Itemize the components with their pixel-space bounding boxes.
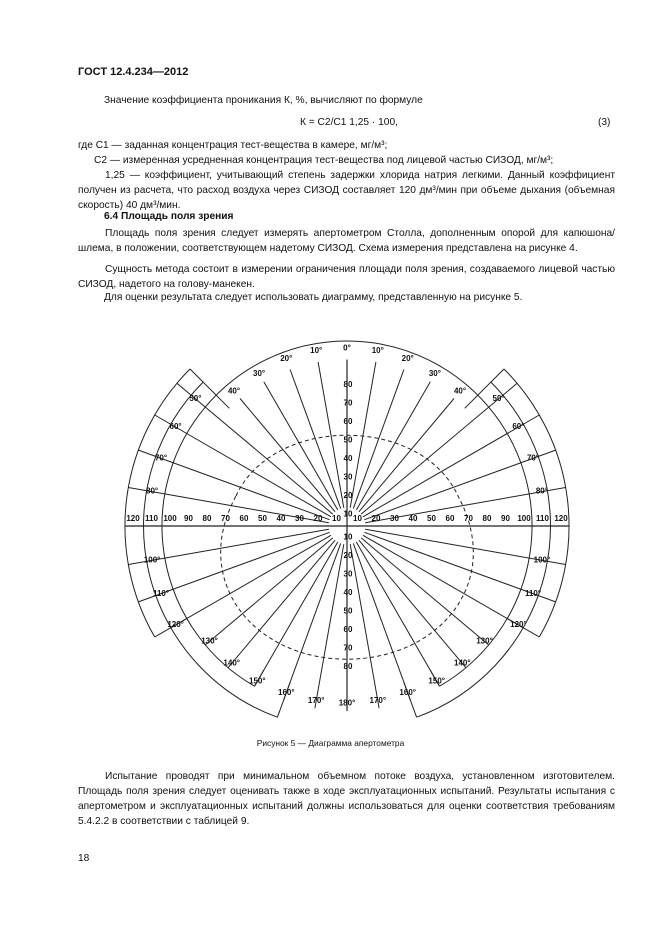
angle-label-right: 20° (401, 354, 414, 364)
figure-caption: Рисунок 5 — Диаграмма апертометра (256, 738, 405, 748)
angle-label-right: 100° (533, 555, 551, 565)
angle-label-right: 70° (526, 453, 540, 463)
angle-label-right: 130° (476, 636, 493, 646)
section-title: 6.4 Площадь поля зрения (104, 211, 234, 222)
where-line-c1: где С1 — заданная концентрация тест-вещества в камере, мг/м³; (78, 140, 388, 151)
radial-label-top: 70 (343, 398, 353, 408)
angle-label-right: 110° (524, 588, 542, 598)
radial-label-right: 120 (554, 514, 568, 524)
grid-spoke (315, 544, 344, 708)
radial-label-left: 80 (202, 514, 212, 524)
angle-label-left: 100° (143, 555, 161, 565)
radial-label-top: 80 (343, 380, 353, 390)
grid-spoke (264, 382, 338, 510)
angle-label-left: 20° (280, 354, 293, 364)
document-header: ГОСТ 12.4.234—2012 (78, 66, 189, 78)
grid-spoke (356, 382, 430, 510)
grid-spoke (350, 362, 376, 508)
radial-label-right: 50 (427, 514, 436, 524)
radial-label-bottom: 70 (343, 643, 353, 653)
formula: К = С2/С1 1,25 · 100, (300, 117, 398, 128)
radial-label-right: 80 (482, 514, 492, 524)
angle-label-left: 120° (167, 620, 184, 630)
radial-label-bottom: 50 (343, 606, 353, 616)
radial-label-left: 90 (184, 514, 193, 524)
radial-label-top: 10 (343, 509, 353, 519)
radial-label-right: 40 (408, 514, 418, 524)
bottom-paragraph: Испытание проводят при минимальном объемном потоке воздуха, установленном изготовителем. Площадь поля зрения следует оценивать также в ходе эксплуатационных испытаний. Результаты испытания с апертометром и эксплуатационных испытаний должны использоваться для оценки соответствия требованиям 5.4.2.2 в соответствии с таблицей 9. (78, 771, 615, 827)
angle-label-right: 150° (428, 676, 445, 686)
radial-label-left: 60 (239, 514, 249, 524)
radial-label-left: 10 (332, 514, 341, 524)
angle-label-right: 40° (453, 386, 467, 396)
angle-label-left: 110° (152, 588, 170, 598)
angle-label-right: 0° (343, 343, 351, 353)
radial-label-left: 40 (276, 514, 286, 524)
angle-label-left: 130° (201, 636, 218, 646)
radial-label-right: 100 (517, 514, 531, 524)
radial-label-right: 110 (536, 514, 549, 524)
radial-label-top: 50 (343, 435, 353, 445)
radial-label-bottom: 40 (343, 588, 353, 598)
radial-label-top: 20 (343, 491, 353, 501)
radial-label-left: 50 (258, 514, 267, 524)
radial-label-bottom: 10 (343, 532, 353, 542)
grid-spoke (318, 362, 344, 508)
angle-label-left: 140° (223, 658, 240, 668)
radial-label-right: 10 (353, 514, 362, 524)
radial-label-top: 40 (343, 454, 353, 464)
angle-label-right: 160° (399, 688, 416, 698)
angle-label-left: 150° (249, 676, 266, 686)
angle-label-left: 70° (154, 453, 168, 463)
angle-label-right: 60° (512, 422, 525, 432)
grid-spoke (350, 544, 379, 708)
radial-label-left: 120 (126, 514, 140, 524)
radial-label-left: 20 (313, 514, 323, 524)
radial-label-left: 110 (145, 514, 158, 524)
radial-label-right: 90 (501, 514, 510, 524)
radial-label-right: 70 (464, 514, 473, 524)
angle-label-left: 30° (253, 368, 266, 378)
radial-label-right: 20 (371, 514, 381, 524)
angle-label-left: 10° (310, 346, 323, 356)
angle-label-left: 50° (189, 393, 202, 403)
radial-label-bottom: 80 (343, 662, 353, 672)
radial-label-bottom: 60 (343, 625, 353, 635)
intro-text: Значение коэффициента проникания К, %, вычисляют по формуле (104, 95, 423, 106)
angle-label-right: 170° (369, 696, 387, 706)
angle-label-right: 140° (454, 658, 471, 668)
angle-label-left: 60° (169, 422, 182, 432)
where-line-c2: С2 — измеренная усредненная концентрация тест-вещества под лицевой частью СИЗОД, мг/м³; (94, 155, 554, 166)
radial-label-top: 60 (343, 417, 353, 427)
radial-label-top: 30 (343, 472, 353, 482)
angle-label-right: 50° (492, 393, 505, 403)
angle-label-right: 30° (428, 368, 441, 378)
radial-label-bottom: 30 (343, 569, 353, 579)
angle-label-left: 160° (278, 688, 295, 698)
angle-label-right: 10° (371, 346, 384, 356)
angle-label-left: 170° (307, 696, 325, 706)
angle-label-left: 40° (227, 386, 241, 396)
paragraph-1: Площадь поля зрения следует измерять апертометром Столла, дополненным опорой для капюшона/шлема, в положении, соответствующем надетому СИЗОД. Схема измерения представлена на рисунке 4. (78, 228, 615, 254)
radial-label-left: 70 (221, 514, 230, 524)
angle-label-right: 180° (338, 698, 356, 708)
angle-label-right: 80° (535, 486, 548, 496)
page-number: 18 (78, 853, 90, 864)
angle-label-right: 120° (510, 620, 527, 630)
where-line-coefficient: 1,25 — коэффициент, учитывающий степень задержки хлорида натрия легкими. Данный коэффициент получен из расчета, что расход воздуха через СИЗОД составляет 120 дм³/мин при объеме дыхания (объемная скорость) 40 дм³/мин. (78, 170, 615, 211)
radial-label-right: 30 (390, 514, 399, 524)
radial-label-bottom: 20 (343, 551, 353, 561)
radial-label-left: 100 (163, 514, 177, 524)
radial-label-left: 30 (295, 514, 304, 524)
paragraph-3: Для оценки результата следует использовать диаграмму, представленную на рисунке 5. (104, 292, 523, 303)
angle-label-left: 80° (146, 486, 159, 496)
formula-number: (3) (598, 117, 611, 128)
paragraph-2: Сущность метода состоит в измерении ограничения площади поля зрения, создаваемого лицевой частью СИЗОД, надетого на голову-манекен. (78, 264, 615, 290)
radial-label-right: 60 (445, 514, 455, 524)
